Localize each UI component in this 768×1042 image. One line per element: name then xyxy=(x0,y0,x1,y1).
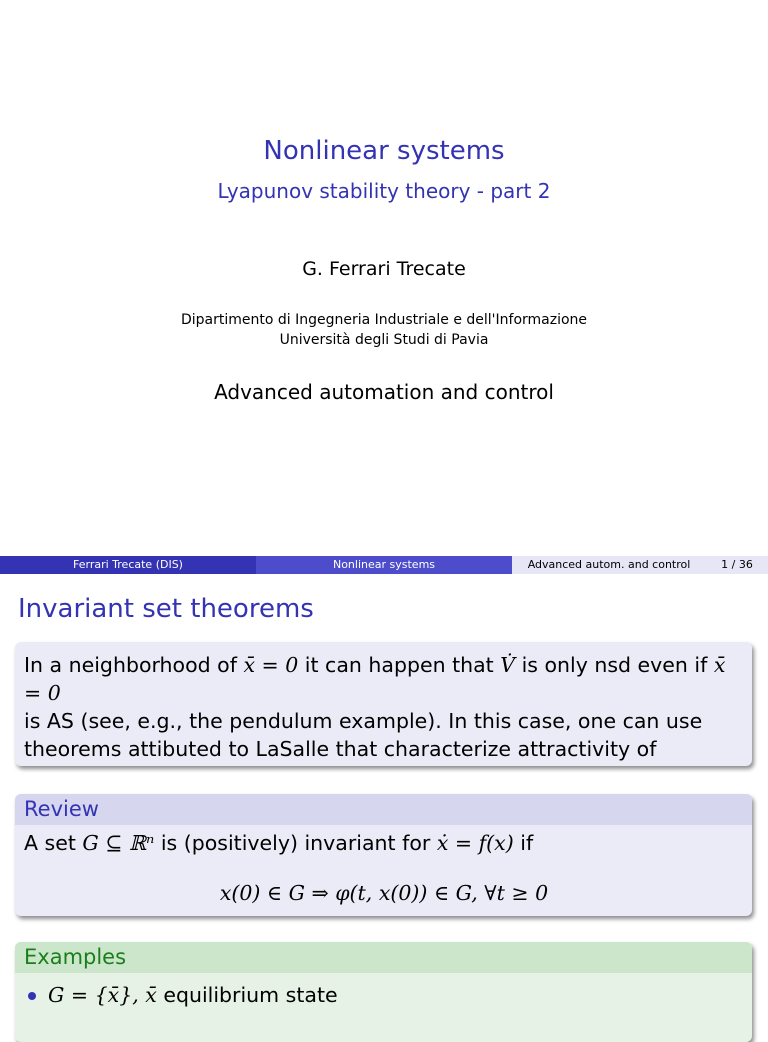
presentation-subtitle: Lyapunov stability theory - part 2 xyxy=(217,179,551,203)
footer-page-number: 1 / 36 xyxy=(721,558,753,571)
slide-invariant-sets xyxy=(0,574,768,1024)
footer-right xyxy=(512,556,768,574)
institution-department: Dipartimento di Ingegneria Industriale e dell'Informazione xyxy=(180,312,588,328)
intro-text-part: In a neighborhood of xyxy=(24,653,244,677)
math-system: ẋ = f(x) xyxy=(436,831,514,855)
review-heading: Review xyxy=(15,794,752,825)
math-vdot: V̇ xyxy=(500,653,516,677)
institution-university: Università degli Studi di Pavia xyxy=(279,332,489,348)
slide-footer xyxy=(0,556,768,574)
intro-box xyxy=(15,642,752,766)
intro-text-part: it can happen that xyxy=(298,653,501,677)
review-text-part: if xyxy=(513,831,534,855)
intro-line-2: is AS (see, e.g., the pendulum example). In this case, one can use xyxy=(24,709,703,733)
course-name: Advanced automation and control xyxy=(214,380,554,404)
footer-course: Advanced autom. and control xyxy=(527,558,691,571)
footer-author: Ferrari Trecate (DIS) xyxy=(0,556,256,574)
example-item xyxy=(48,981,744,1009)
invariance-formula: x(0) ∈ G ⇒ φ(t, x(0)) ∈ G, ∀t ≥ 0 xyxy=(219,881,549,905)
author-name: G. Ferrari Trecate xyxy=(302,258,466,280)
math-xbar-zero: x̄ = 0 xyxy=(24,653,726,705)
review-text-part: A set xyxy=(24,831,83,855)
review-block xyxy=(15,794,752,916)
intro-text-part: is only nsd even if xyxy=(515,653,714,677)
review-text-part: is (positively) invariant for xyxy=(154,831,437,855)
examples-heading: Examples xyxy=(15,942,752,973)
review-definition xyxy=(24,829,744,857)
review-body xyxy=(15,825,752,907)
footer-title: Nonlinear systems xyxy=(256,556,512,574)
examples-block xyxy=(15,942,752,1042)
intro-line-3: theorems attibuted to LaSalle that characterize attractivity of xyxy=(24,737,657,761)
math-xbar-zero: x̄ = 0 xyxy=(243,653,299,677)
frame-title: Invariant set theorems xyxy=(18,594,314,624)
intro-text xyxy=(15,642,752,766)
example-text: equilibrium state xyxy=(156,983,338,1007)
math-equilibrium-set: G = {x̄}, x̄ xyxy=(48,983,157,1007)
presentation-title: Nonlinear systems xyxy=(263,136,505,166)
examples-list xyxy=(15,973,752,1009)
intro-line-1 xyxy=(24,651,744,707)
math-set-g: G ⊆ ℝⁿ xyxy=(82,831,155,855)
